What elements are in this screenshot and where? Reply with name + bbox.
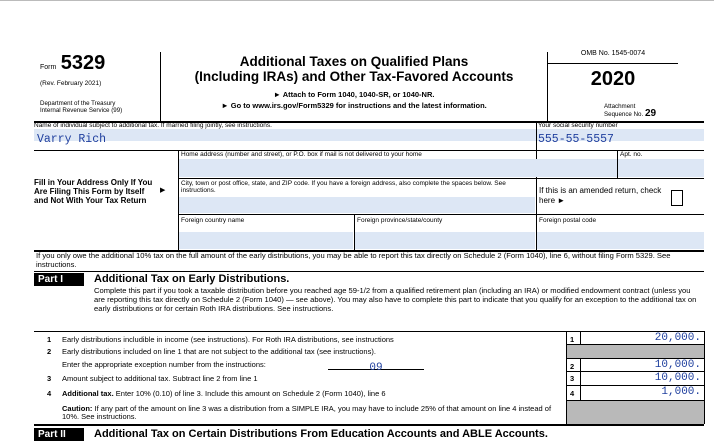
part1-description: Complete this part if you took a taxable distribution before you reached age 59-1/2 from a qualified retirement plan (including an IRA) or modified endowment contract (unless you are reporting this tax directly on Schedule 2 (Form 1040) — see above). You may also have to complete this part to indicate that you qualify for an exception to the additional tax on early distributions or for certain Roth IRA distributions. See instructions. <box>94 286 697 313</box>
sequence-number: 29 <box>644 107 657 119</box>
ssn-divider <box>536 122 537 250</box>
tax-year: 2020 <box>590 68 636 90</box>
attach-note: ► Attach to Form 1040, 1040-SR, or 1040-NR. <box>273 90 435 99</box>
revision-date: (Rev. February 2021) <box>40 80 102 87</box>
part2-title: Additional Tax on Certain Distributions From Education Accounts and ABLE Accounts. <box>94 428 548 440</box>
line2-amount[interactable]: 10,000. <box>654 359 701 371</box>
attachment-label: Attachment <box>604 103 636 110</box>
caution <box>62 405 552 421</box>
form-number: Form 5329 <box>40 52 106 74</box>
attachment-seq <box>604 104 656 118</box>
line4-bold: Additional tax. <box>62 389 114 398</box>
line1-amount[interactable]: 20,000. <box>654 332 701 344</box>
exception-value: 09 <box>369 362 383 374</box>
city-field[interactable] <box>179 197 535 213</box>
province-label: Foreign province/state/county <box>357 217 443 224</box>
top-rule <box>0 0 714 1</box>
line3-text: Amount subject to additional tax. Subtract line 2 from line 1 <box>62 374 258 383</box>
line4-box: 4 <box>570 389 575 398</box>
country-label: Foreign country name <box>181 217 245 224</box>
name-value: Varry Rich <box>37 133 107 146</box>
postal-field[interactable] <box>537 232 704 249</box>
amended-checkbox[interactable] <box>671 190 683 206</box>
part1-tag: Part I <box>34 273 84 286</box>
line3-number: 3 <box>47 374 52 383</box>
line1-shaded <box>567 345 704 358</box>
arrow-icon: ▶ <box>160 187 166 194</box>
city-bottom-rule <box>178 214 704 215</box>
line3-amount[interactable]: 10,000. <box>654 372 701 384</box>
goto-note: ► Go to www.irs.gov/Form5329 for instructions and the latest information. <box>221 101 487 110</box>
caution-bold: Caution: <box>62 404 93 413</box>
sequence-label: Sequence No. <box>604 110 644 118</box>
dept-text: Department of the Treasury <box>40 100 116 107</box>
fill-address-label: Fill in Your Address Only If You Are Filing This Form by Itself and Not With Your Tax Return <box>34 178 153 205</box>
home-address-label: Home address (number and street), or P.O. box if mail is not delivered to your home <box>181 151 422 158</box>
title-line-1: Additional Taxes on Qualified Plans <box>239 54 469 69</box>
line4-amount[interactable]: 1,000. <box>661 386 701 398</box>
province-field[interactable] <box>355 232 535 249</box>
postal-label: Foreign postal code <box>539 217 597 224</box>
home-address-field[interactable] <box>179 159 617 177</box>
line2-text: Early distributions included on line 1 that are not subject to the additional tax (see instructions). <box>62 347 376 356</box>
form-title <box>162 54 546 84</box>
country-field[interactable] <box>179 232 353 249</box>
line4-text: Enter 10% (0.10) of line 3. Include this amount on Schedule 2 (Form 1040), line 6 <box>115 389 386 398</box>
header-divider-left <box>160 52 161 121</box>
omb-rule <box>548 63 678 64</box>
line2-text-2: Enter the appropriate exception number from the instructions: <box>62 360 266 369</box>
intro-bottom-rule <box>34 271 704 272</box>
caution-shaded <box>567 401 704 424</box>
ssn-value: 555-55-5557 <box>538 133 614 146</box>
line3-box: 3 <box>570 374 575 383</box>
irs-text: Internal Revenue Service <box>40 106 110 114</box>
title-line-2: (Including IRAs) and Other Tax-Favored Accounts <box>194 69 514 84</box>
col-divider-3 <box>704 331 705 424</box>
line2-box: 2 <box>570 362 575 371</box>
part2-tag: Part II <box>34 428 84 441</box>
part1-title: Additional Tax on Early Distributions. <box>94 273 290 285</box>
line1-number: 1 <box>47 335 52 344</box>
name-label: Name of individual subject to additional tax. If married filing jointly, see instructions. <box>34 122 272 129</box>
apt-label: Apt. no. <box>620 151 643 158</box>
intro-text: If you only owe the additional 10% tax on the full amount of the early distributions, you may be able to report this tax directly on Schedule 2 (Form 1040), line 6, without filing Form 5329. See instructions. <box>36 251 671 269</box>
city-label: City, town or post office, state, and ZIP code. If you have a foreign address, also complete the spaces below. See instructions. <box>181 180 506 194</box>
line1-box: 1 <box>570 335 575 344</box>
line4-number: 4 <box>47 389 52 398</box>
line2-number: 2 <box>47 347 52 356</box>
name-field[interactable] <box>34 129 536 146</box>
amended-label: If this is an amended return, check here ► <box>539 186 662 205</box>
ssn-field[interactable] <box>537 129 704 146</box>
home-bottom-rule <box>178 178 704 179</box>
line1-text: Early distributions includible in income (see instructions). For Roth IRA distributions, see instructions <box>62 335 394 344</box>
apt-field[interactable] <box>618 159 704 177</box>
omb-number: OMB No. 1545-0074 <box>580 50 646 57</box>
ssn-label: Your social security number <box>538 122 618 129</box>
caution-text: If any part of the amount on line 3 was a distribution from a SIMPLE IRA, you may have to include 25% of that amount on line 4 instead of 10%. See instructions. <box>62 404 552 422</box>
department <box>40 101 122 114</box>
irs-code: (99) <box>111 106 123 114</box>
exception-field[interactable] <box>328 357 424 374</box>
